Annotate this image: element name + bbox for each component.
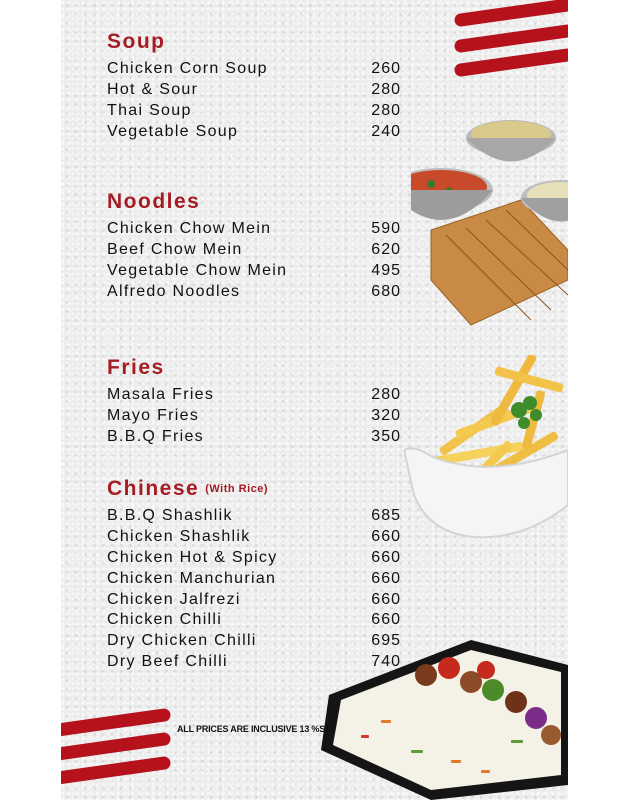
item-price: 350 — [371, 427, 401, 445]
decor-stripe — [454, 24, 568, 54]
item-name: Mayo Fries — [107, 406, 200, 424]
item-name: Chicken Chilli — [107, 611, 223, 629]
item-name: Chicken Chow Mein — [107, 220, 272, 237]
menu-item — [107, 569, 401, 590]
item-name: B.B.Q Fries — [107, 427, 204, 445]
item-name: B.B.Q Shashlik — [107, 507, 233, 524]
decor-stripe — [454, 0, 568, 27]
menu-item — [107, 80, 401, 101]
section-title-soup: Soup — [107, 30, 166, 53]
item-name: Thai Soup — [107, 101, 192, 119]
menu-item — [107, 610, 401, 631]
soup-list — [107, 59, 401, 143]
item-price: 495 — [371, 261, 401, 279]
menu-item — [107, 548, 401, 569]
item-name: Vegetable Chow Mein — [107, 261, 288, 279]
menu-item — [107, 406, 401, 427]
item-name: Chicken Shashlik — [107, 527, 251, 545]
menu-item — [107, 282, 401, 303]
menu-page — [61, 0, 568, 800]
item-price: 660 — [371, 527, 401, 545]
section-subtitle: (With Rice) — [205, 483, 269, 496]
menu-item — [107, 527, 401, 548]
item-price: 280 — [371, 80, 401, 98]
item-name: Dry Beef Chilli — [107, 653, 228, 671]
bowl-front — [411, 168, 493, 220]
item-price: 660 — [371, 548, 401, 566]
item-name: Beef Chow Mein — [107, 240, 243, 258]
item-price: 740 — [371, 653, 401, 671]
item-name: Hot & Sour — [107, 80, 199, 98]
item-price: 685 — [371, 507, 401, 524]
section-title-fries: Fries — [107, 356, 165, 379]
item-name: Chicken Manchurian — [107, 569, 277, 587]
item-price: 280 — [371, 101, 401, 119]
item-price: 695 — [371, 632, 401, 650]
menu-item — [107, 590, 401, 611]
item-price: 660 — [371, 611, 401, 629]
section-title-chinese — [107, 477, 268, 501]
noodles-list — [107, 219, 401, 303]
menu-item — [107, 385, 401, 406]
item-price: 660 — [371, 569, 401, 587]
menu-item — [107, 427, 401, 448]
menu-item — [107, 122, 401, 143]
menu-item — [107, 59, 401, 80]
fries-bowl-image — [404, 355, 568, 545]
item-price: 280 — [371, 386, 401, 403]
item-name: Alfredo Noodles — [107, 282, 241, 300]
prices-note: ALL PRICES ARE INCLUSIVE 13 %SST — [177, 724, 337, 734]
item-name: Chicken Corn Soup — [107, 60, 268, 77]
menu-item — [107, 101, 401, 122]
bowl-back — [466, 120, 556, 162]
section-title-text: Chinese — [107, 477, 200, 500]
soup-bowls-image — [411, 110, 568, 335]
item-name: Chicken Jalfrezi — [107, 590, 241, 608]
item-price: 590 — [371, 220, 401, 237]
menu-item — [107, 219, 401, 240]
item-price: 320 — [371, 406, 401, 424]
menu-item — [107, 261, 401, 282]
shashlik-tray-image — [321, 640, 568, 800]
decor-stripe — [61, 756, 171, 786]
item-price: 680 — [371, 282, 401, 300]
section-title-noodles: Noodles — [107, 190, 201, 213]
item-name: Chicken Hot & Spicy — [107, 548, 278, 566]
item-name: Masala Fries — [107, 386, 215, 403]
item-name: Vegetable Soup — [107, 122, 239, 140]
decor-stripe — [454, 48, 568, 78]
item-price: 620 — [371, 240, 401, 258]
menu-item — [107, 506, 401, 527]
item-price: 240 — [371, 122, 401, 140]
fries-list — [107, 385, 401, 448]
menu-item — [107, 240, 401, 261]
item-price: 660 — [371, 590, 401, 608]
item-name: Dry Chicken Chilli — [107, 632, 257, 650]
item-price: 260 — [371, 60, 401, 77]
